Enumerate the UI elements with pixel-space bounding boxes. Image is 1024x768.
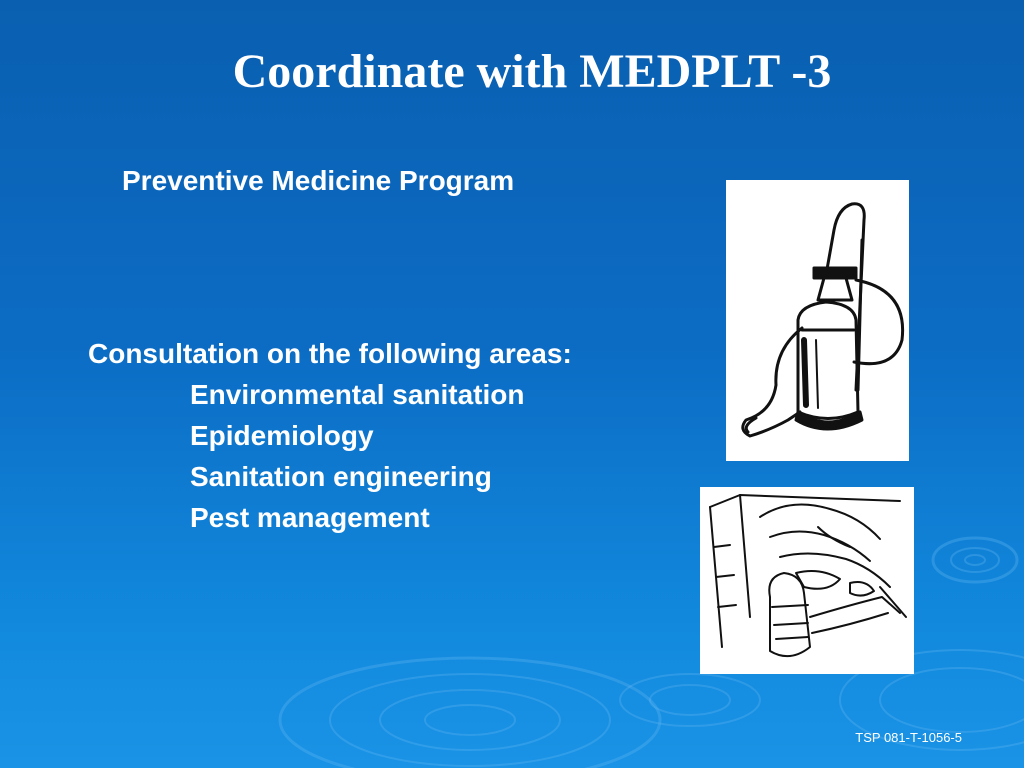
- area-item-pest-management: Pest management: [190, 502, 430, 533]
- slide-title: Coordinate with MEDPLT -3: [232, 45, 832, 98]
- consultation-areas-list: [190, 374, 525, 538]
- bait-station-image: [700, 487, 914, 674]
- sprayer-image: [726, 180, 909, 461]
- area-item-epidemiology: Epidemiology: [190, 420, 374, 451]
- area-item-sanitation-engineering: Sanitation engineering: [190, 461, 492, 492]
- bait-station-icon: [700, 487, 914, 674]
- sprayer-icon: [726, 180, 909, 461]
- area-item-environmental-sanitation: Environmental sanitation: [190, 379, 525, 410]
- slide-subtitle: Preventive Medicine Program: [122, 165, 515, 196]
- consultation-intro: Consultation on the following areas:: [88, 338, 572, 369]
- slide-footer-code: TSP 081-T-1056-5: [855, 730, 962, 745]
